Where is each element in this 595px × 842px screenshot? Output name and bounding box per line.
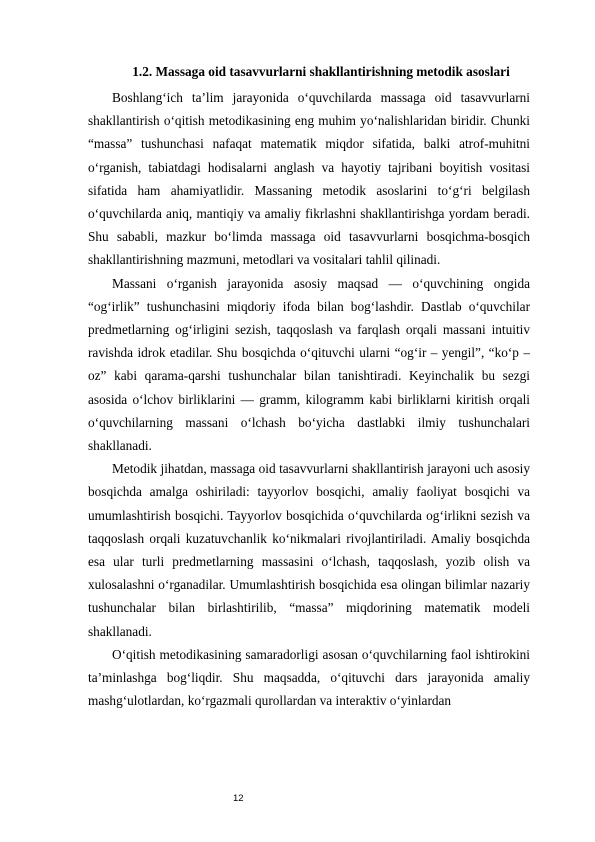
section-heading: 1.2. Massaga oid tasavvurlarni shakllantirishning metodik asoslari [132, 64, 510, 79]
paragraph-3: Metodik jihatdan, massaga oid tasavvurlarni shakllantirish jarayoni uch asosiy bosqichda amalga oshiriladi: tayyorlov bosqichi, amaliy faoliyat bosqichi va umumlashtirish bosqichi. Tayyorlov bosqichida o‘quvchilarda og‘irlikni sezish va taqqoslash orqali kuzatuvchanlik ko‘nikmalari rivojlantiriladi. Amaliy bosqichda esa ular turli predmetlarning massasini o‘lchash, taqqoslash, yozib olish va xulosalashni o‘rganadilar. Umumlashtirish bosqichida esa olingan bilimlar nazariy tushunchalar bilan birlashtirilib, “massa” miqdorining matematik modeli shakllanadi. [88, 461, 530, 639]
document-page [88, 62, 530, 712]
paragraph-4: O‘qitish metodikasining samaradorligi asosan o‘quvchilarning faol ishtirokini ta’minlashga bog‘liqdir. Shu maqsadda, o‘qituvchi dars jarayonida amaliy mashg‘ulotlardan, ko‘rgazmali qurollardan va interaktiv o‘yinlardan [88, 646, 530, 709]
paragraph-2: Massani o‘rganish jarayonida asosiy maqsad — o‘quvchining ongida “og‘irlik” tushunchasini miqdoriy ifoda bilan bog‘lashdir. Dastlab o‘quvchilar predmetlarning og‘irligini sezish, taqqoslash va farqlash orqali massani intuitiv ravishda idrok etadilar. Shu bosqichda o‘qituvchi ularni “og‘ir – yengil”, “ko‘p – oz” kabi qarama-qarshi tushunchalar bilan tanishtiradi. Keyinchalik bu sezgi asosida o‘lchov birliklarini — gramm, kilogramm kabi birliklarni kiritish orqali o‘quvchilarning massani o‘lchash bo‘yicha dastlabki ilmiy tushunchalari shakllanadi. [88, 275, 530, 454]
page-number: 12 [233, 793, 244, 804]
paragraph-1: Boshlang‘ich ta’lim jarayonida o‘quvchilarda massaga oid tasavvurlarni shakllantirish o‘qitish metodikasining eng muhim yo‘nalishlaridan biridir. Chunki “massa” tushunchasi nafaqat matematik miqdor sifatida, balki atrof-muhitni o‘rganish, tabiatdagi hodisalarni anglash va hayotiy tajribani boyitish vositasi sifatida ham ahamiyatlidir. Massaning metodik asoslarini to‘g‘ri belgilash o‘quvchilarda aniq, mantiqiy va amaliy fikrlashni shakllantirishga yordam beradi. Shu sababli, mazkur bo‘limda massaga oid tasavvurlarni bosqichma-bosqich shakllantirishning mazmuni, metodlari va vositalari tahlil qilinadi. [88, 90, 530, 268]
